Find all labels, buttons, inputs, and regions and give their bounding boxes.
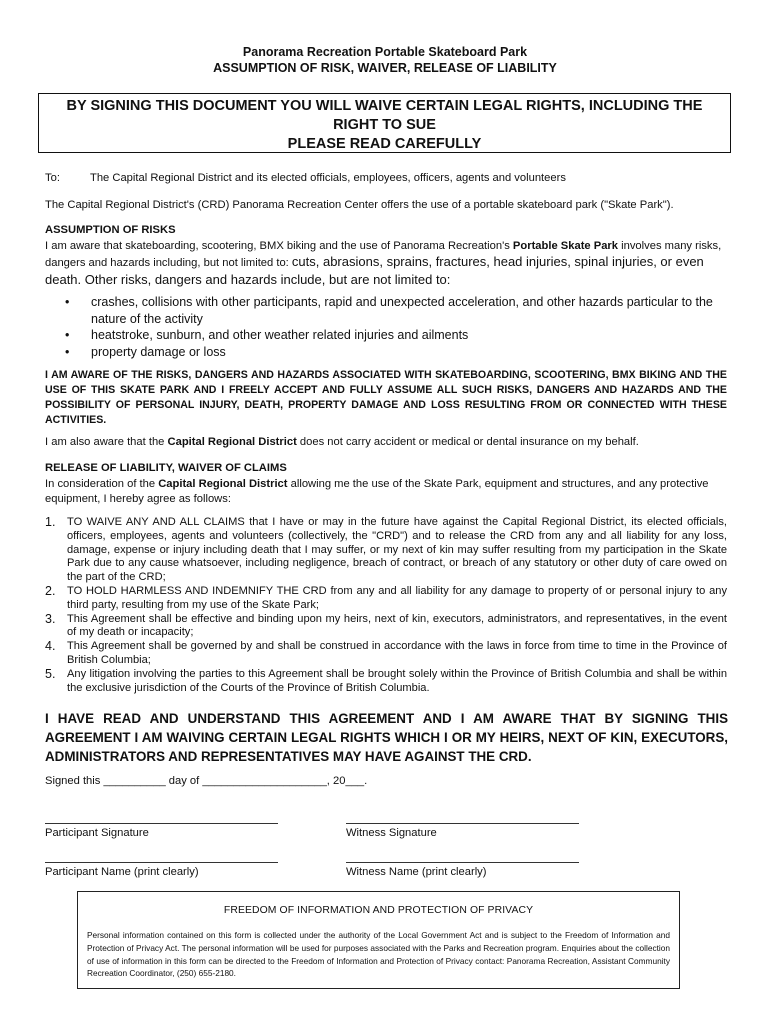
clause-text: TO WAIVE ANY AND ALL CLAIMS that I have or may in the future have against the Capital Regional District, its elected officials, officers, employees, agents and volunteers (collectively, the "CRD") and to release the CRD from any and all liability for any loss, damage, expense or injury including death that I may suffer, or my next of kin may suffer resulting from my participation in the Skate Park due to any cause whatsoever, including negligence, breach of contract, or breach of any statutory or other duty of care owed on the part of the CRD; — [67, 516, 727, 584]
witness-name-field[interactable] — [346, 862, 579, 863]
release-text-c: allowing me the use of the Skate Park, equipment and structures, and any protective equipment, I hereby agree as follows: — [45, 477, 709, 505]
privacy-notice-title: FREEDOM OF INFORMATION AND PROTECTION OF PRIVACY — [223, 905, 534, 916]
list-item — [45, 344, 735, 361]
bullet-text: heatstroke, sunburn, and other weather related injuries and ailments — [91, 328, 469, 342]
assumption-text-d: cuts, abrasions, sprains, fractures, head injuries, spinal injuries, or even death. Other risks, dangers and hazards include, but are not limited to: — [45, 254, 704, 287]
privacy-notice-body: Personal information contained on this form is collected under the authority of the Local Government Act and is subject to the Freedom of Information and Protection of Privacy Act. The personal information will be used for purposes associated with the Parks and Recreation program. Enquiries about the collection of use of information in this form can be directed to the Freedom of Information and Protection of Privacy contact: Panorama Recreation, Assistant Community Recreation Coordinator, (250) 655-2180. — [87, 930, 670, 979]
crd-bold: Capital Regional District — [158, 477, 288, 490]
bullet-symbol: • — [65, 295, 70, 309]
clause-number: 1. — [45, 515, 56, 529]
list-item — [45, 516, 727, 585]
clause-number: 4. — [45, 639, 56, 654]
release-text-a: In consideration of the — [45, 477, 159, 490]
intro-paragraph: The Capital Regional District's (CRD) Panorama Recreation Center offers the use of a portable skateboard park ("Skate Park"). — [45, 199, 674, 211]
bullet-text: crashes, collisions with other participants, rapid and unexpected acceleration, and other hazards particular to the nature of the activity — [91, 295, 713, 326]
agreement-clauses — [45, 516, 727, 695]
list-item — [45, 585, 727, 613]
legal-rights-warning-box — [38, 93, 731, 153]
clause-number: 3. — [45, 611, 56, 626]
assumption-heading: ASSUMPTION OF RISKS — [45, 224, 176, 236]
to-label: To: — [45, 172, 60, 184]
list-item — [45, 640, 727, 668]
privacy-notice-box — [77, 891, 680, 989]
warning-line-1: BY SIGNING THIS DOCUMENT YOU WILL WAIVE CERTAIN LEGAL RIGHTS, INCLUDING THE — [66, 98, 703, 114]
assumption-text-c: involves many risks, dangers and hazards including, but not limited to: — [45, 239, 722, 269]
list-item — [45, 327, 735, 344]
release-heading: RELEASE OF LIABILITY, WAIVER OF CLAIMS — [45, 462, 287, 474]
assumption-text — [45, 239, 727, 290]
acknowledgement-statement: I HAVE READ AND UNDERSTAND THIS AGREEMENT AND I AM AWARE THAT BY SIGNING THIS AGREEMENT I AM WAIVING CERTAIN LEGAL RIGHTS WHICH I OR MY HEIRS, NEXT OF KIN, EXECUTORS, ADMINISTRATORS AND REPRESENTATIVES MAY HAVE AGAINST THE CRD. — [45, 711, 728, 764]
assumption-section — [45, 223, 727, 289]
witness-name-label: Witness Name (print clearly) — [346, 866, 487, 878]
risk-bullet-list — [45, 294, 735, 360]
clause-text: This Agreement shall be effective and binding upon my heirs, next of kin, executors, administrators, and representatives, in the event of my death or incapacity; — [67, 612, 727, 639]
insurance-text-a: I am also aware that the — [45, 436, 168, 448]
participant-name-label: Participant Name (print clearly) — [45, 866, 199, 878]
signed-date-line[interactable]: Signed this __________ day of ____________________, 20___. — [45, 775, 368, 787]
clause-text: TO HOLD HARMLESS AND INDEMNIFY THE CRD from any and all liability for any damage to property of or personal injury to any third party, resulting from my use of the Skate Park; — [67, 584, 727, 611]
assumption-text-a: I am aware that skateboarding, scootering, BMX biking and the use of Panorama Recreation's — [45, 239, 513, 252]
warning-line-3: PLEASE READ CAREFULLY — [287, 136, 482, 152]
document-title — [0, 44, 770, 76]
warning-line-2: RIGHT TO SUE — [333, 117, 436, 133]
list-item — [45, 613, 727, 641]
bullet-symbol: • — [65, 328, 70, 342]
release-text — [45, 477, 727, 508]
release-section — [45, 461, 727, 508]
insurance-text-c: does not carry accident or medical or dental insurance on my behalf. — [296, 436, 639, 448]
crd-bold: Capital Regional District — [167, 436, 297, 448]
clause-number: 5. — [45, 666, 56, 681]
participant-signature-field[interactable] — [45, 823, 278, 824]
participant-signature-label: Participant Signature — [45, 827, 149, 839]
clause-text: Any litigation involving the parties to this Agreement shall be brought solely within the Province of British Columbia and shall be within the exclusive jurisdiction of the Courts of the Province of British Columbia. — [67, 667, 727, 694]
list-item — [45, 294, 735, 327]
clause-number: 2. — [45, 583, 56, 598]
list-item — [45, 668, 727, 696]
risk-acceptance-statement: I AM AWARE OF THE RISKS, DANGERS AND HAZARDS ASSOCIATED WITH SKATEBOARDING, SCOOTERING, BMX BIKING AND THE USE OF THIS SKATE PARK AND I FREELY ACCEPT AND FULLY ASSUME ALL SUCH RISKS, DANGERS AND HAZARDS AND THE POSSIBILITY OF PERSONAL INJURY, DEATH, PROPERTY DAMAGE AND LOSS RESULTING FROM OR CONNECTED WITH THESE ACTIVITIES. — [45, 369, 727, 426]
portable-skate-park-bold: Portable Skate Park — [512, 239, 619, 252]
participant-name-field[interactable] — [45, 862, 278, 863]
clause-text: This Agreement shall be governed by and shall be construed in accordance with the laws in force from time to time in the Province of British Columbia; — [67, 640, 727, 666]
to-recipients: The Capital Regional District and its elected officials, employees, officers, agents and volunteers — [90, 172, 566, 184]
bullet-symbol: • — [65, 344, 70, 359]
insurance-paragraph — [45, 435, 727, 451]
title-line-1: Panorama Recreation Portable Skateboard Park — [242, 45, 528, 59]
bullet-text: property damage or loss — [91, 344, 226, 359]
witness-signature-field[interactable] — [346, 823, 579, 824]
title-line-2: ASSUMPTION OF RISK, WAIVER, RELEASE OF LIABILITY — [213, 61, 557, 75]
witness-signature-label: Witness Signature — [346, 827, 437, 839]
